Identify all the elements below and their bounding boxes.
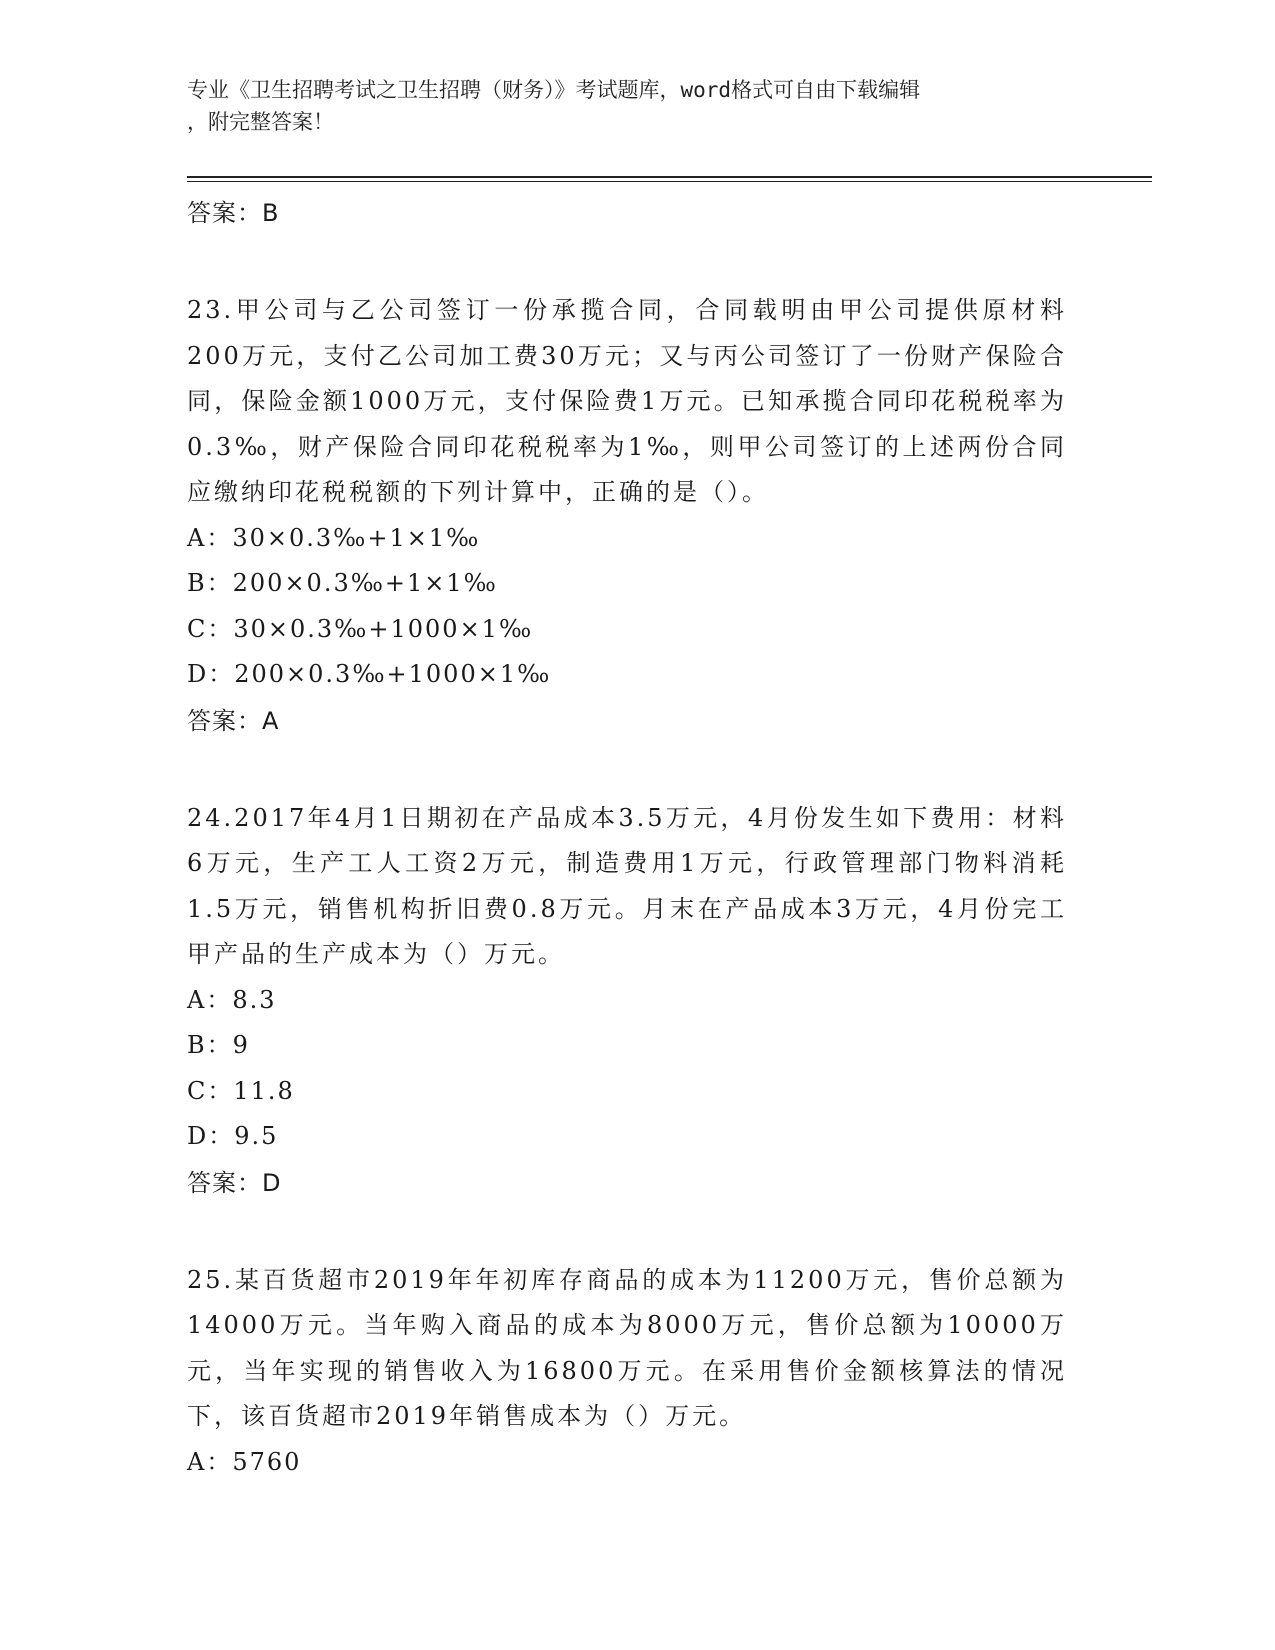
question-stem: 25.某百货超市2019年年初库存商品的成本为11200万元，售价总额为14000万元。当年购入商品的成本为8000万元，售价总额为10000万元，当年实现的销售收入为16800万元。在采用售价金额核算法的情况下，该百货超市2019年销售成本为（）万元。: [187, 1265, 1067, 1430]
header-line-1: 专业《卫生招聘考试之卫生招聘（财务）》考试题库，word格式可自由下载编辑: [187, 78, 921, 102]
question-stem: 23.甲公司与乙公司签订一份承揽合同，合同载明由甲公司提供原材料200万元，支付乙公司加工费30万元；又与丙公司签订了一份财产保险合同，保险金额1000万元，支付保险费1万元。已知承揽合同印花税税率为0.3‰，财产保险合同印花税税率为1‰，则甲公司签订的上述两份合同应缴纳印花税税额的下列计算中，正确的是（）。: [187, 296, 1067, 506]
header-divider-thin: [187, 181, 1152, 182]
option-c: C：11.8: [187, 1076, 295, 1105]
header-divider: [187, 176, 1152, 178]
question-25: [187, 1258, 1067, 1486]
question-23: [187, 288, 1067, 744]
document-header: [187, 74, 1067, 138]
option-b: B：200×0.3‰+1×1‰: [187, 569, 498, 597]
option-b: B：9: [187, 1031, 250, 1059]
header-line-2: ，附完整答案！: [187, 110, 334, 134]
option-a: A：30×0.3‰+1×1‰: [187, 523, 481, 552]
option-c: C：30×0.3‰+1000×1‰: [187, 614, 534, 643]
answer-line: 答案：A: [187, 706, 280, 735]
option-d: D：9.5: [187, 1122, 279, 1150]
spacer: [187, 236, 1067, 288]
answer-line: 答案：B: [187, 199, 280, 227]
answer-line: 答案：D: [187, 1168, 282, 1197]
option-a: A：8.3: [187, 985, 277, 1014]
spacer: [187, 744, 1067, 796]
option-a: A：5760: [187, 1447, 302, 1476]
option-d: D：200×0.3‰+1000×1‰: [187, 660, 552, 688]
question-24: [187, 796, 1067, 1206]
document-body: [187, 190, 1067, 1485]
question-stem: 24.2017年4月1日期初在产品成本3.5万元，4月份发生如下费用：材料6万元，生产工人工资2万元，制造费用1万元，行政管理部门物料消耗1.5万元，销售机构折旧费0.8万元。月末在产品成本3万元，4月份完工甲产品的生产成本为（）万元。: [187, 803, 1067, 968]
spacer: [187, 1206, 1067, 1258]
